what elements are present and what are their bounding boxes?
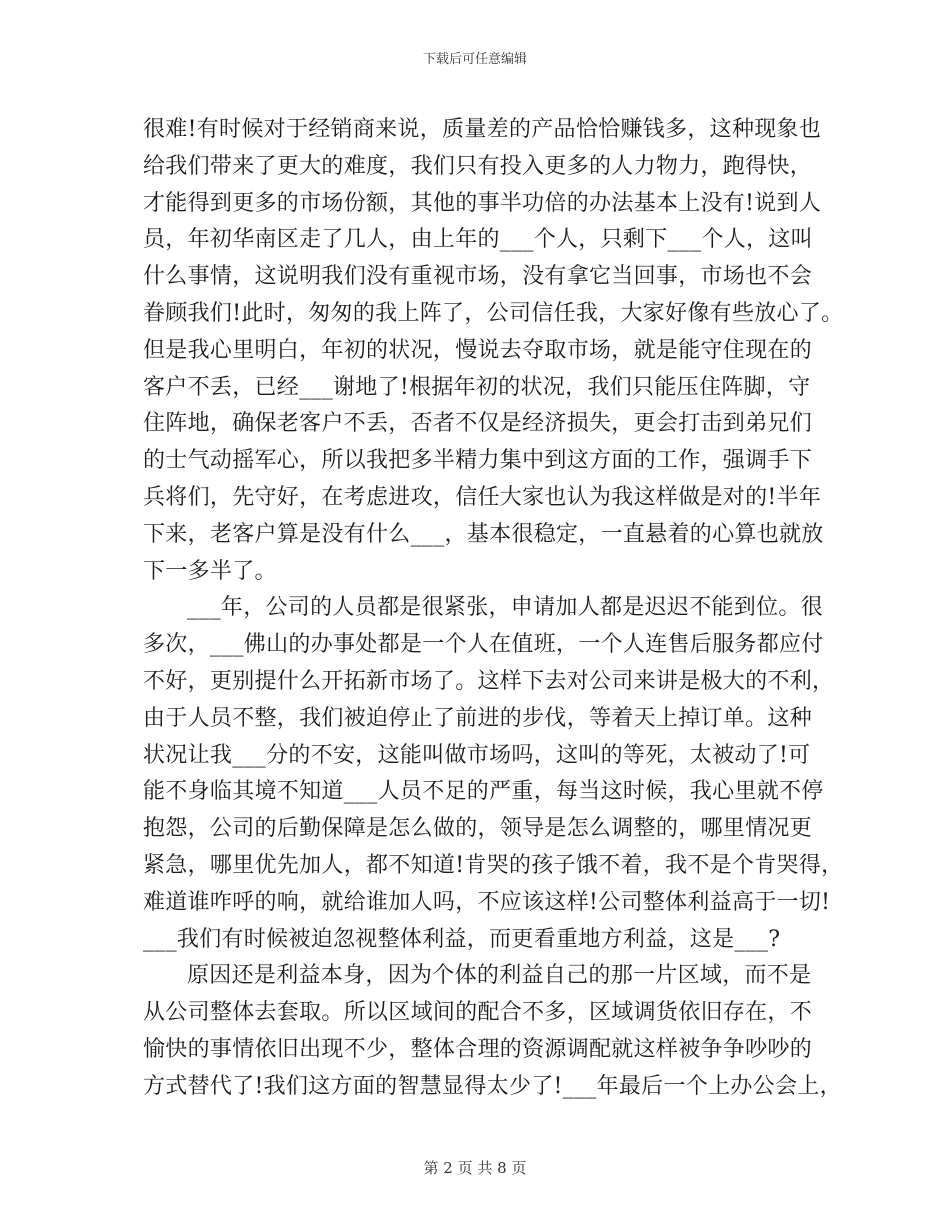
text-line: 从公司整体去套取。所以区域间的配合不多，区域调货依旧存在，不 bbox=[143, 1000, 813, 1026]
text-line: 眷顾我们!此时，匆匆的我上阵了，公司信任我，大家好像有些放心了。 bbox=[143, 300, 844, 326]
page-header: 下载后可任意编辑 bbox=[422, 52, 527, 67]
text-line: 愉快的事情依旧出现不少，整体合理的资源调配就这样被争争吵吵的 bbox=[143, 1036, 813, 1062]
text-line: 方式替代了!我们这方面的智慧显得太少了!___年最后一个上办公会上， bbox=[143, 1073, 842, 1099]
text-line: 紧急，哪里优先加人，都不知道!肯哭的孩子饿不着，我不是个肯哭得， bbox=[143, 852, 844, 878]
text-line: 员，年初华南区走了几人，由上年的___个人，只剩下___个人，这叫 bbox=[143, 227, 813, 253]
text-line: 给我们带来了更大的难度，我们只有投入更多的人力物力，跑得快， bbox=[143, 153, 813, 179]
text-line: 下一多半了。 bbox=[143, 558, 277, 584]
text-line: 原因还是利益本身，因为个体的利益自己的那一片区域，而不是 bbox=[187, 963, 812, 989]
text-line: 什么事情，这说明我们没有重视市场，没有拿它当回事，市场也不会 bbox=[143, 264, 813, 290]
text-line: ___我们有时候被迫忽视整体利益，而更看重地方利益，这是___? bbox=[143, 926, 781, 952]
text-line: 客户不丢，已经___谢地了!根据年初的状况，我们只能压住阵脚，守 bbox=[143, 374, 811, 400]
text-line: 的士气动摇军心，所以我把多半精力集中到这方面的工作，强调手下 bbox=[143, 448, 813, 474]
text-line: 下来，老客户算是没有什么___，基本很稳定，一直悬着的心算也就放 bbox=[143, 521, 824, 547]
text-line: 难道谁咋呼的响，就给谁加人吗，不应该这样!公司整体利益高于一切! bbox=[143, 889, 831, 915]
text-line: 才能得到更多的市场份额，其他的事半功倍的办法基本上没有!说到人 bbox=[143, 190, 822, 216]
text-line: 不好，更别提什么开拓新市场了。这样下去对公司来讲是极大的不利， bbox=[143, 668, 835, 694]
text-line: 抱怨，公司的后勤保障是怎么做的，领导是怎么调整的，哪里情况更 bbox=[143, 816, 813, 842]
text-line: 状况让我___分的不安，这能叫做市场吗，这叫的等死，太被动了!可 bbox=[143, 742, 811, 768]
text-line: 住阵地，确保老客户不丢，否者不仅是经济损失，更会打击到弟兄们 bbox=[143, 411, 813, 437]
text-line: ___年，公司的人员都是很紧张，申请加人都是迟迟不能到位。很 bbox=[187, 595, 824, 621]
text-line: 由于人员不整，我们被迫停止了前进的步伐，等着天上掉订单。这种 bbox=[143, 705, 813, 731]
text-line: 能不身临其境不知道___人员不足的严重，每当这时候，我心里就不停 bbox=[143, 779, 824, 805]
text-line: 多次，___佛山的办事处都是一个人在值班，一个人连售后服务都应付 bbox=[143, 632, 824, 658]
text-line: 很难!有时候对于经销商来说，质量差的产品恰恰赚钱多，这种现象也 bbox=[143, 117, 822, 142]
text-line: 兵将们，先守好，在考虑进攻，信任大家也认为我这样做是对的!半年 bbox=[143, 484, 822, 510]
page-footer: 第 2 页 共 8 页 bbox=[423, 1159, 527, 1177]
document-body bbox=[143, 112, 843, 1106]
text-line: 但是我心里明白，年初的状况，慢说去夺取市场，就是能守住现在的 bbox=[143, 337, 813, 363]
